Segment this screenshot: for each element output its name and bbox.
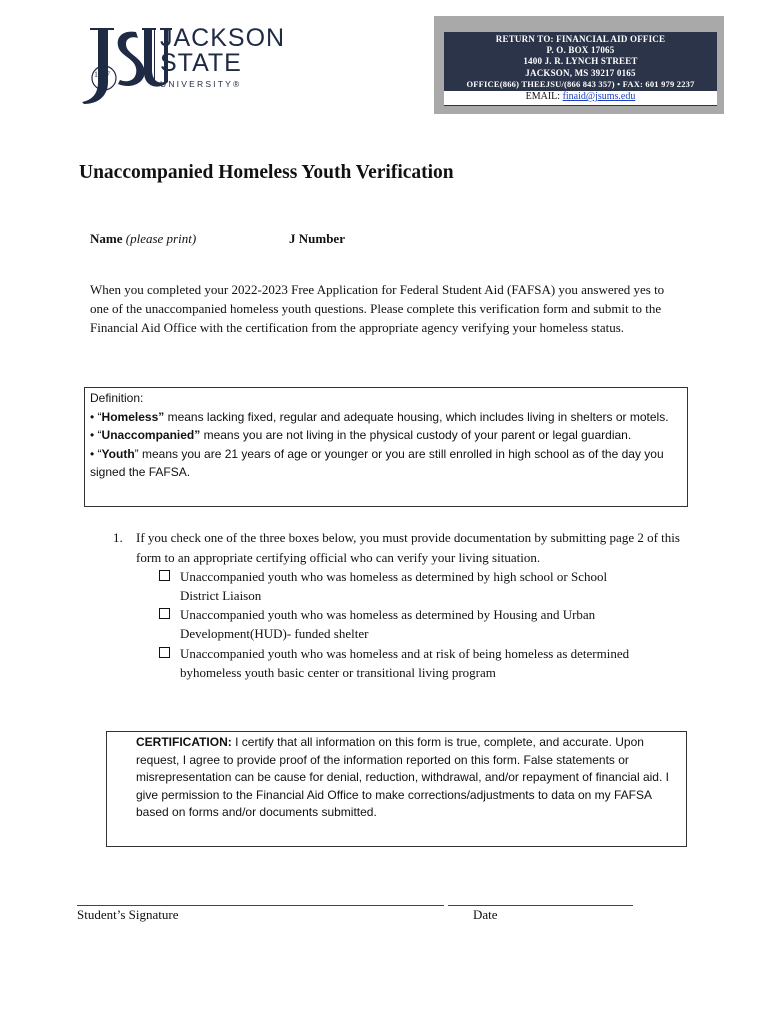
- definition-text: [90, 389, 684, 482]
- logo-line-2: STATE: [160, 49, 242, 77]
- address-line-3: 1400 J. R. LYNCH STREET: [523, 56, 638, 66]
- address-line-4: JACKSON, MS 39217 0165: [525, 68, 636, 78]
- logo-year: 1877: [94, 70, 110, 79]
- option-2-line-1: Unaccompanied youth who was homeless as determined by Housing and Urban: [180, 607, 596, 622]
- logo-line-1: JACKSON: [160, 24, 286, 52]
- option-1-checkbox[interactable]: [159, 570, 170, 581]
- intro-paragraph: When you completed your 2022-2023 Free Application for Federal Student Aid (FAFSA) you answered yes to one of the unaccompanied homeless youth questions. Please complete this verification form and submit to the Financial Aid Office with the certification from the appropriate agency verifying your homeless status.: [90, 282, 665, 335]
- term-unaccompanied: Unaccompanied: [101, 428, 195, 442]
- definition-heading: Definition:: [90, 391, 144, 405]
- address-box: [444, 32, 717, 106]
- signature-line[interactable]: [77, 905, 444, 906]
- option-3[interactable]: [159, 644, 629, 664]
- option-2-line-2: Development(HUD)- funded shelter: [180, 626, 369, 641]
- question-1-number: 1.: [113, 530, 123, 545]
- logo-line-3: UNIVERSITY®: [160, 79, 242, 89]
- option-1-line-1: Unaccompanied youth who was homeless as determined by high school or School: [180, 569, 608, 584]
- certification-text: [136, 734, 681, 822]
- question-1-text: If you check one of the three boxes below, you must provide documentation by submitting page 2 of this form to an appropriate certifying official who can verify your living situation.: [136, 530, 680, 565]
- name-field-label: [90, 231, 196, 247]
- option-1[interactable]: [159, 567, 607, 587]
- question-1: [113, 528, 683, 567]
- email-label: EMAIL:: [525, 91, 563, 102]
- address-line-1: RETURN TO: FINANCIAL AID OFFICE: [495, 34, 666, 44]
- certification-label: CERTIFICATION:: [136, 735, 232, 749]
- option-3-line-2: byhomeless youth basic center or transitional living program: [180, 665, 496, 680]
- address-line-2: P. O. BOX 17065: [546, 45, 615, 55]
- email-link[interactable]: finaid@jsums.edu: [562, 91, 636, 102]
- option-3-checkbox[interactable]: [159, 647, 170, 658]
- option-1-line-2: District Liaison: [180, 588, 262, 603]
- logo-divider: [154, 28, 155, 86]
- logo-wordmark: [160, 26, 285, 89]
- name-hint: (please print): [125, 231, 197, 246]
- certification-body: I certify that all information on this form is true, complete, and accurate. Upon request, I agree to provide proof of the information reported on this form. False statements or misrepresentation can be cause for denial, reduction, withdrawal, and/or repayment of financial aid. I give permission to the Financial Aid Office to make corrections/adjustments to data on my FAFSA based on forms and/or documents submitted.: [136, 735, 669, 819]
- jnumber-field-label: J Number: [289, 231, 345, 246]
- option-2-checkbox[interactable]: [159, 608, 170, 619]
- option-3-line-1: Unaccompanied youth who was homeless and at risk of being homeless as determined: [180, 646, 630, 661]
- address-email-line: [444, 91, 717, 105]
- option-2[interactable]: [159, 605, 595, 625]
- definition-item-homeless: • “Homeless” means lacking fixed, regular and adequate housing, which includes living in shelters or motels.: [90, 409, 669, 424]
- page-title: Unaccompanied Homeless Youth Verification: [79, 162, 454, 183]
- date-label: Date: [473, 907, 498, 922]
- term-youth: Youth: [101, 446, 135, 461]
- term-homeless: Homeless: [101, 409, 159, 424]
- jsu-monogram: [82, 28, 172, 104]
- definition-item-unaccompanied: • “Unaccompanied” means you are not living in the physical custody of your parent or legal guardian.: [90, 428, 632, 442]
- name-label-text: Name: [90, 231, 123, 246]
- signature-label: Student’s Signature: [77, 907, 179, 922]
- definition-item-youth: • “Youth” means you are 21 years of age or younger or you are still enrolled in high school as of the day you signed the FAFSA.: [90, 446, 664, 479]
- address-line-5: OFFICE(866) THEEJSU/(866 843 357) • FAX: 601 979 2237: [466, 79, 695, 89]
- date-line[interactable]: [448, 905, 633, 906]
